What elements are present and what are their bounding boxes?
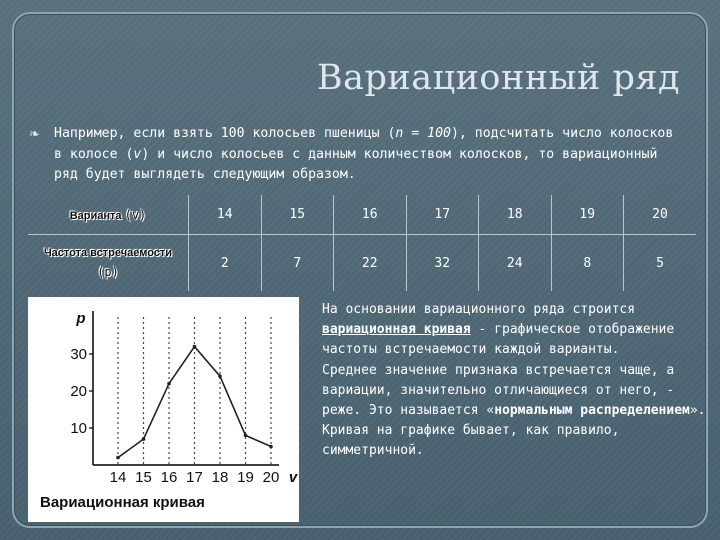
p2-text-a: Среднее значение признака встречается чаще, а вариации, значительно отличающиеся от него, - реже. Это называется « (322, 362, 675, 419)
table-row-frequencies (28, 235, 696, 292)
x-tick-label: 17 (186, 469, 203, 486)
variation-curve-chart (28, 297, 299, 522)
row-header-variant (28, 195, 189, 235)
intro-paragraph (54, 124, 684, 186)
data-point (193, 345, 197, 349)
y-tick-label: 10 (70, 420, 87, 437)
frequency-cell: 24 (479, 235, 552, 292)
variant-cell: 16 (334, 195, 407, 235)
frequency-cell: 2 (189, 235, 262, 292)
x-tick-label: 19 (237, 469, 254, 486)
variant-cell: 14 (189, 195, 262, 235)
y-tick-label: 20 (70, 383, 87, 400)
variant-cell: 19 (551, 195, 624, 235)
intro-n-expression: n = 100 (395, 126, 451, 141)
variant-cell: 18 (479, 195, 552, 235)
frequency-symbol: (p) (97, 265, 119, 279)
p2-bold-term: нормальным распределением (494, 403, 690, 419)
x-tick-label: 18 (211, 469, 229, 486)
variant-cell: 15 (261, 195, 334, 235)
intro-part-2: ), подсчитать число колосков в колосе ( (54, 126, 674, 162)
data-point (142, 437, 146, 441)
variant-cell: 17 (406, 195, 479, 235)
data-point (116, 456, 120, 460)
data-point (167, 382, 171, 386)
p1-text-a: На основании вариационного ряда строится (322, 302, 636, 317)
intro-v-symbol: v (133, 146, 142, 162)
p1-underlined-term: вариационная кривая (322, 322, 471, 338)
frequency-label: Частота встречаемости (43, 247, 173, 259)
bullet-icon: ❧ (29, 126, 40, 141)
x-tick-label: 16 (160, 469, 178, 486)
x-tick-label: 14 (109, 469, 127, 486)
frequency-cell: 22 (334, 235, 407, 292)
frequency-cell: 5 (624, 235, 697, 292)
x-axis-label: v (288, 469, 298, 486)
variant-label: Варианта (69, 209, 122, 222)
intro-part-1: Например, если взять 100 колосьев пшеницы ( (54, 126, 396, 141)
variation-table (28, 195, 696, 291)
data-point (218, 374, 222, 378)
y-axis-label: p (76, 310, 86, 327)
frequency-cell: 8 (551, 235, 624, 292)
data-point (244, 434, 248, 438)
y-tick-label: 30 (70, 346, 87, 363)
data-point (269, 445, 273, 449)
x-tick-label: 20 (262, 469, 280, 486)
frequency-cell: 7 (261, 235, 334, 292)
row-header-frequency (28, 235, 189, 292)
p1-text-b: - графическое отображение частоты встречаемости каждой варианты. (322, 322, 675, 358)
p2-text-c: ». Кривая на графике бывает, как правило, симметричной. (322, 403, 706, 459)
chart-svg (28, 297, 299, 522)
table-row-variants (28, 195, 696, 235)
variant-symbol: (v) (124, 207, 147, 222)
intro-part-3: ) и число колосьев с данным количеством колосков, то вариационный ряд будет выглядеть следующим образом. (54, 146, 658, 182)
slide-title: Вариационный ряд (316, 58, 680, 98)
x-tick-label: 15 (135, 469, 152, 486)
explanation-paragraph-1 (322, 300, 706, 361)
variant-cell: 20 (624, 195, 697, 235)
explanation-paragraph-2 (322, 361, 706, 462)
frequency-cell: 32 (406, 235, 479, 292)
chart-caption: Вариационная кривая (40, 494, 205, 511)
explanation-text (322, 300, 706, 462)
